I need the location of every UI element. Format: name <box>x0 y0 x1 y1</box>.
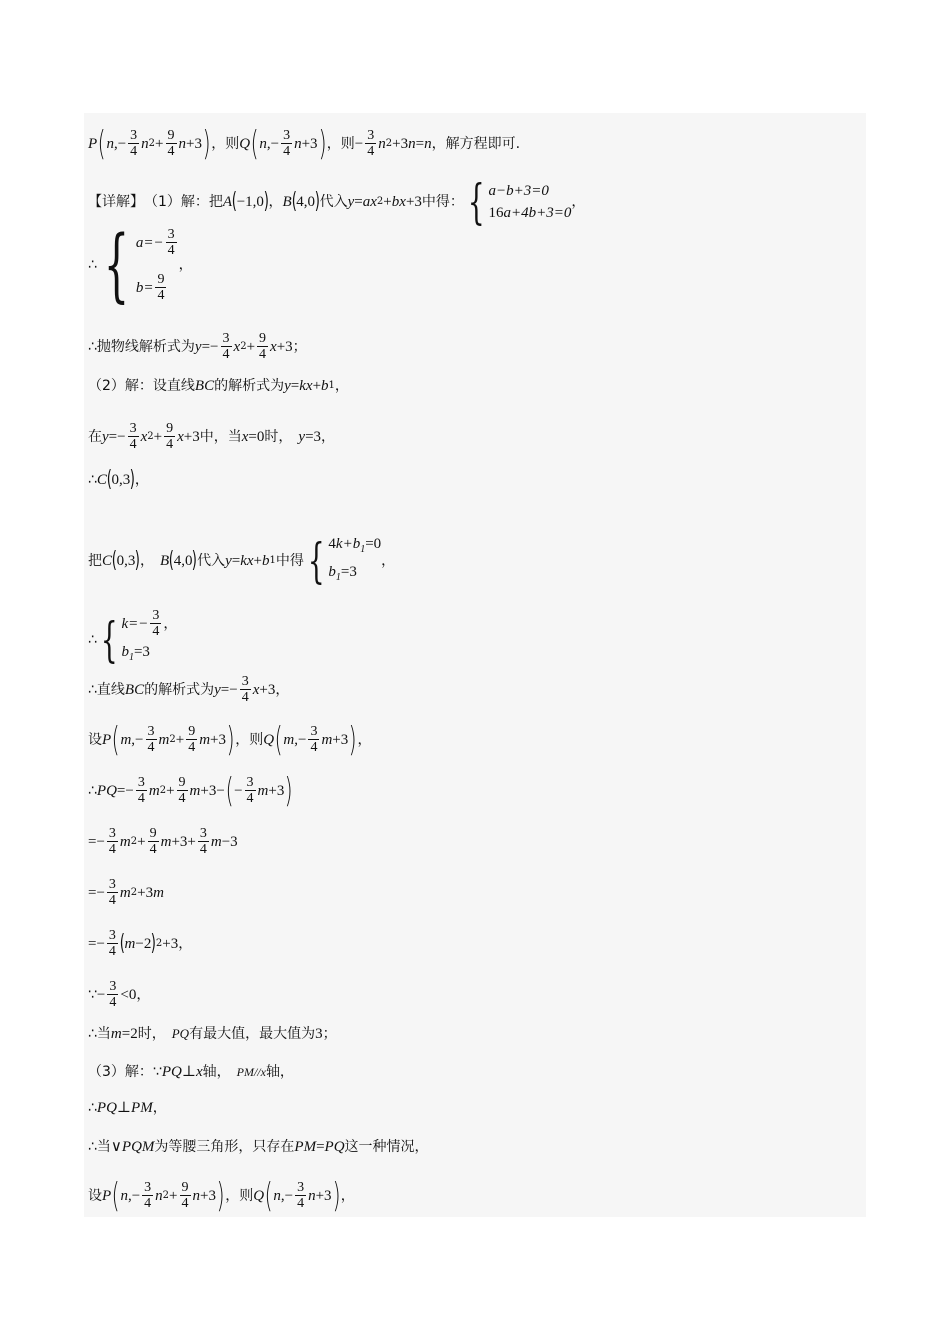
line-parabola: ∴抛物线解析式为 y =− $\frac{3}{4}$ x 2 + $\frac{9}{4}$ x +3 ； <box>88 331 307 362</box>
line-pq2: =− $\frac{3}{4}$ m 2 + $\frac{9}{4}$ m +3+ $\frac{3}{4}$ m −3 <box>88 826 238 857</box>
line-let-pm: 设 P ( m ,− $\frac{3}{4}$ m 2 + $\frac{9}{4}$ m +3 ) ，则 Q ( m ,− $\frac{3}{4}$ m +3 ) ， <box>88 719 372 760</box>
line-ab: ∴ { a=− 3 4 b= 9 4 ， <box>88 218 193 311</box>
line-c: ∴ C ( 0,3 ) ， <box>88 467 149 492</box>
line-part3: （3）解：∵ PQ ⊥ x 轴， PM // x 轴， <box>88 1064 294 1080</box>
line-in: 在 y =− $\frac{3}{4}$ x 2 + $\frac{9}{4}$ x +3 中，当 x =0 时， y =3 ， <box>88 421 336 452</box>
line-pq1: ∴ PQ =− $\frac{3}{4}$ m 2 + $\frac{9}{4}$ m +3− ( − $\frac{3}{4}$ m +3 ) <box>88 770 293 811</box>
line-1: P ( n ,− $\frac{3}{4}$ n 2 + $\frac{9}{4}$ n +3 ) ，则 Q ( n ,− $\frac{3}{4}$ n +3 ) ，则 − $\frac{3}{4}$ n 2 +3 n = n ，解方程即可. <box>88 123 521 164</box>
line-iso: ∴当 ∨ PQM 为等腰三角形，只存在 PM = PQ 这一种情况， <box>88 1139 429 1155</box>
line-k: ∴ { k=− 3 4 ， $b_1=3$ <box>88 608 178 668</box>
line-detail-1: 【详解】 （1）解：把 A ( −1,0 ) ， B ( 4,0 ) 代入 y = ax 2 + bx +3 中得： { a−b+3=0 16a+4b+3=0 ， <box>88 174 586 230</box>
content-panel <box>84 113 866 1217</box>
line-perp: ∴ PQ ⊥ PM ， <box>88 1100 167 1116</box>
line-because: ∵ − $\frac{3}{4}$ <0 ， <box>88 979 151 1010</box>
line-bc: ∴直线 BC 的解析式为 y =− $\frac{3}{4}$ x +3 ， <box>88 674 290 705</box>
line-pq4: =− $\frac{3}{4}$ ( m −2 ) 2 +3 ， <box>88 928 193 959</box>
line-let-pn: 设 P ( n ,− $\frac{3}{4}$ n 2 + $\frac{9}{4}$ n +3 ) ，则 Q ( n ,− $\frac{3}{4}$ n +3 ) ， <box>88 1175 355 1216</box>
line-pq3: =− $\frac{3}{4}$ m 2 +3 m <box>88 877 164 908</box>
line-max: ∴当 m =2 时， PQ 有最大值，最大值为 3 ； <box>88 1026 337 1042</box>
line-put: 把 C ( 0,3 ) ， B ( 4,0 ) 代入 y = kx + b 1 中得 { $4k+b_1=0$ $b_1=3$ ， <box>88 533 396 589</box>
line-part2: （2）解：设直线 BC 的解析式为 y = kx + b 1 ， <box>88 378 349 394</box>
